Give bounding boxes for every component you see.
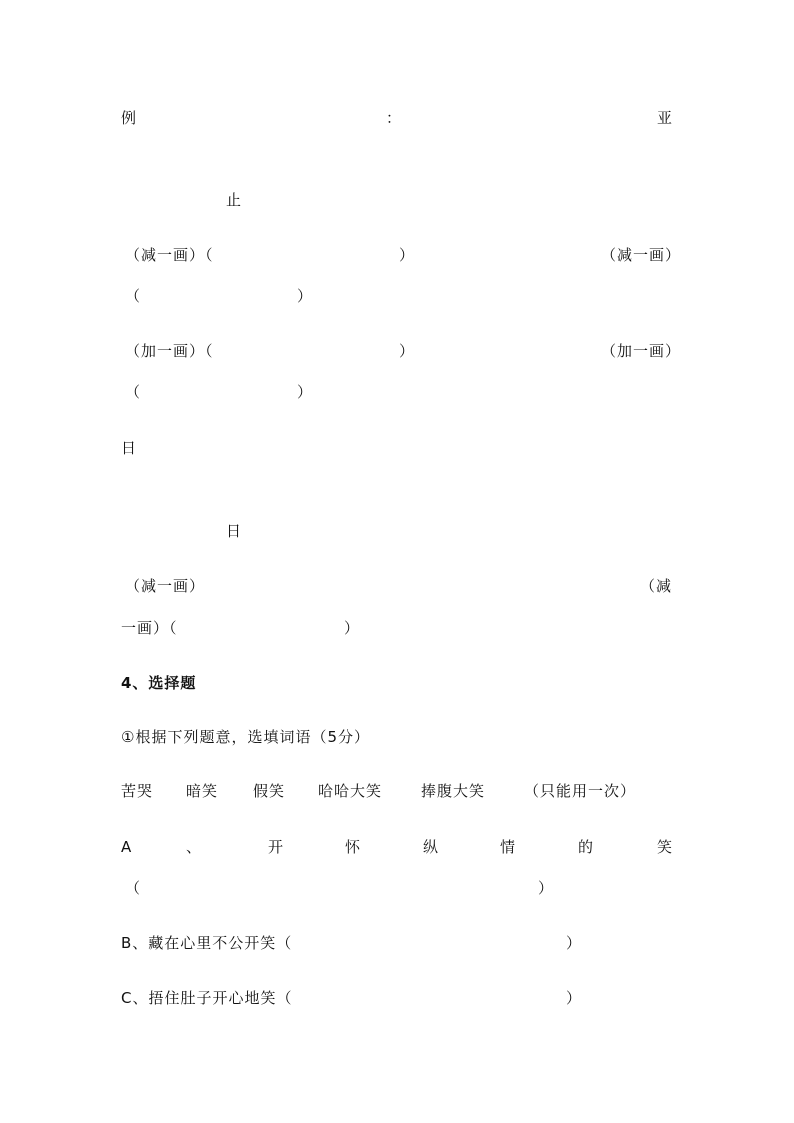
item-a-char: 的 xyxy=(578,838,595,856)
plus-one-right: （加一画） xyxy=(601,342,682,360)
minus-one-b-open: （ xyxy=(125,287,142,305)
word-option-4: 哈哈大笑 xyxy=(318,782,383,800)
item-a-char: A xyxy=(121,838,133,856)
plus-one-close: ） xyxy=(399,342,416,360)
item-c: C、捂住肚子开心地笑（ xyxy=(121,989,293,1007)
item-c-close: ） xyxy=(566,989,583,1007)
minus-two-b-close: ） xyxy=(344,619,361,637)
example-char-right: 亚 xyxy=(657,109,674,127)
item-b: B、藏在心里不公开笑（ xyxy=(121,934,293,952)
item-a-char: 开 xyxy=(268,838,285,856)
minus-two-right: （减 xyxy=(640,577,673,595)
example-label: 例 xyxy=(121,109,138,127)
question-1: ①根据下列题意，选填词语（5分） xyxy=(121,728,370,746)
item-a-close: ） xyxy=(538,879,555,897)
item-a-char: 、 xyxy=(186,838,203,856)
item-a-open: （ xyxy=(125,879,142,897)
sun-char-left: 日 xyxy=(121,439,138,457)
minus-one-right: （减一画） xyxy=(601,246,682,264)
minus-two-left: （减一画） xyxy=(125,577,206,595)
plus-one-b-close: ） xyxy=(297,383,314,401)
word-option-3: 假笑 xyxy=(253,782,286,800)
item-a-char: 笑 xyxy=(657,838,674,856)
sun-char-mid: 日 xyxy=(226,522,243,540)
item-b-close: ） xyxy=(566,934,583,952)
section-4-title: 4、选择题 xyxy=(121,674,197,692)
item-a-char: 纵 xyxy=(423,838,440,856)
word-option-1: 苦哭 xyxy=(121,782,154,800)
word-option-2: 暗笑 xyxy=(186,782,219,800)
example-char-mid: 止 xyxy=(226,191,243,209)
minus-one-close: ） xyxy=(399,246,416,264)
item-a-char: 怀 xyxy=(345,838,362,856)
example-colon: ： xyxy=(386,109,403,127)
word-option-note: （只能用一次） xyxy=(524,782,637,800)
minus-one-left: （减一画）（ xyxy=(125,246,214,264)
minus-two-b-left: 一画）（ xyxy=(121,619,178,637)
word-option-5: 捧腹大笑 xyxy=(421,782,486,800)
plus-one-b-open: （ xyxy=(125,383,142,401)
plus-one-left: （加一画）（ xyxy=(125,342,214,360)
item-a-char: 情 xyxy=(500,838,517,856)
minus-one-b-close: ） xyxy=(297,287,314,305)
